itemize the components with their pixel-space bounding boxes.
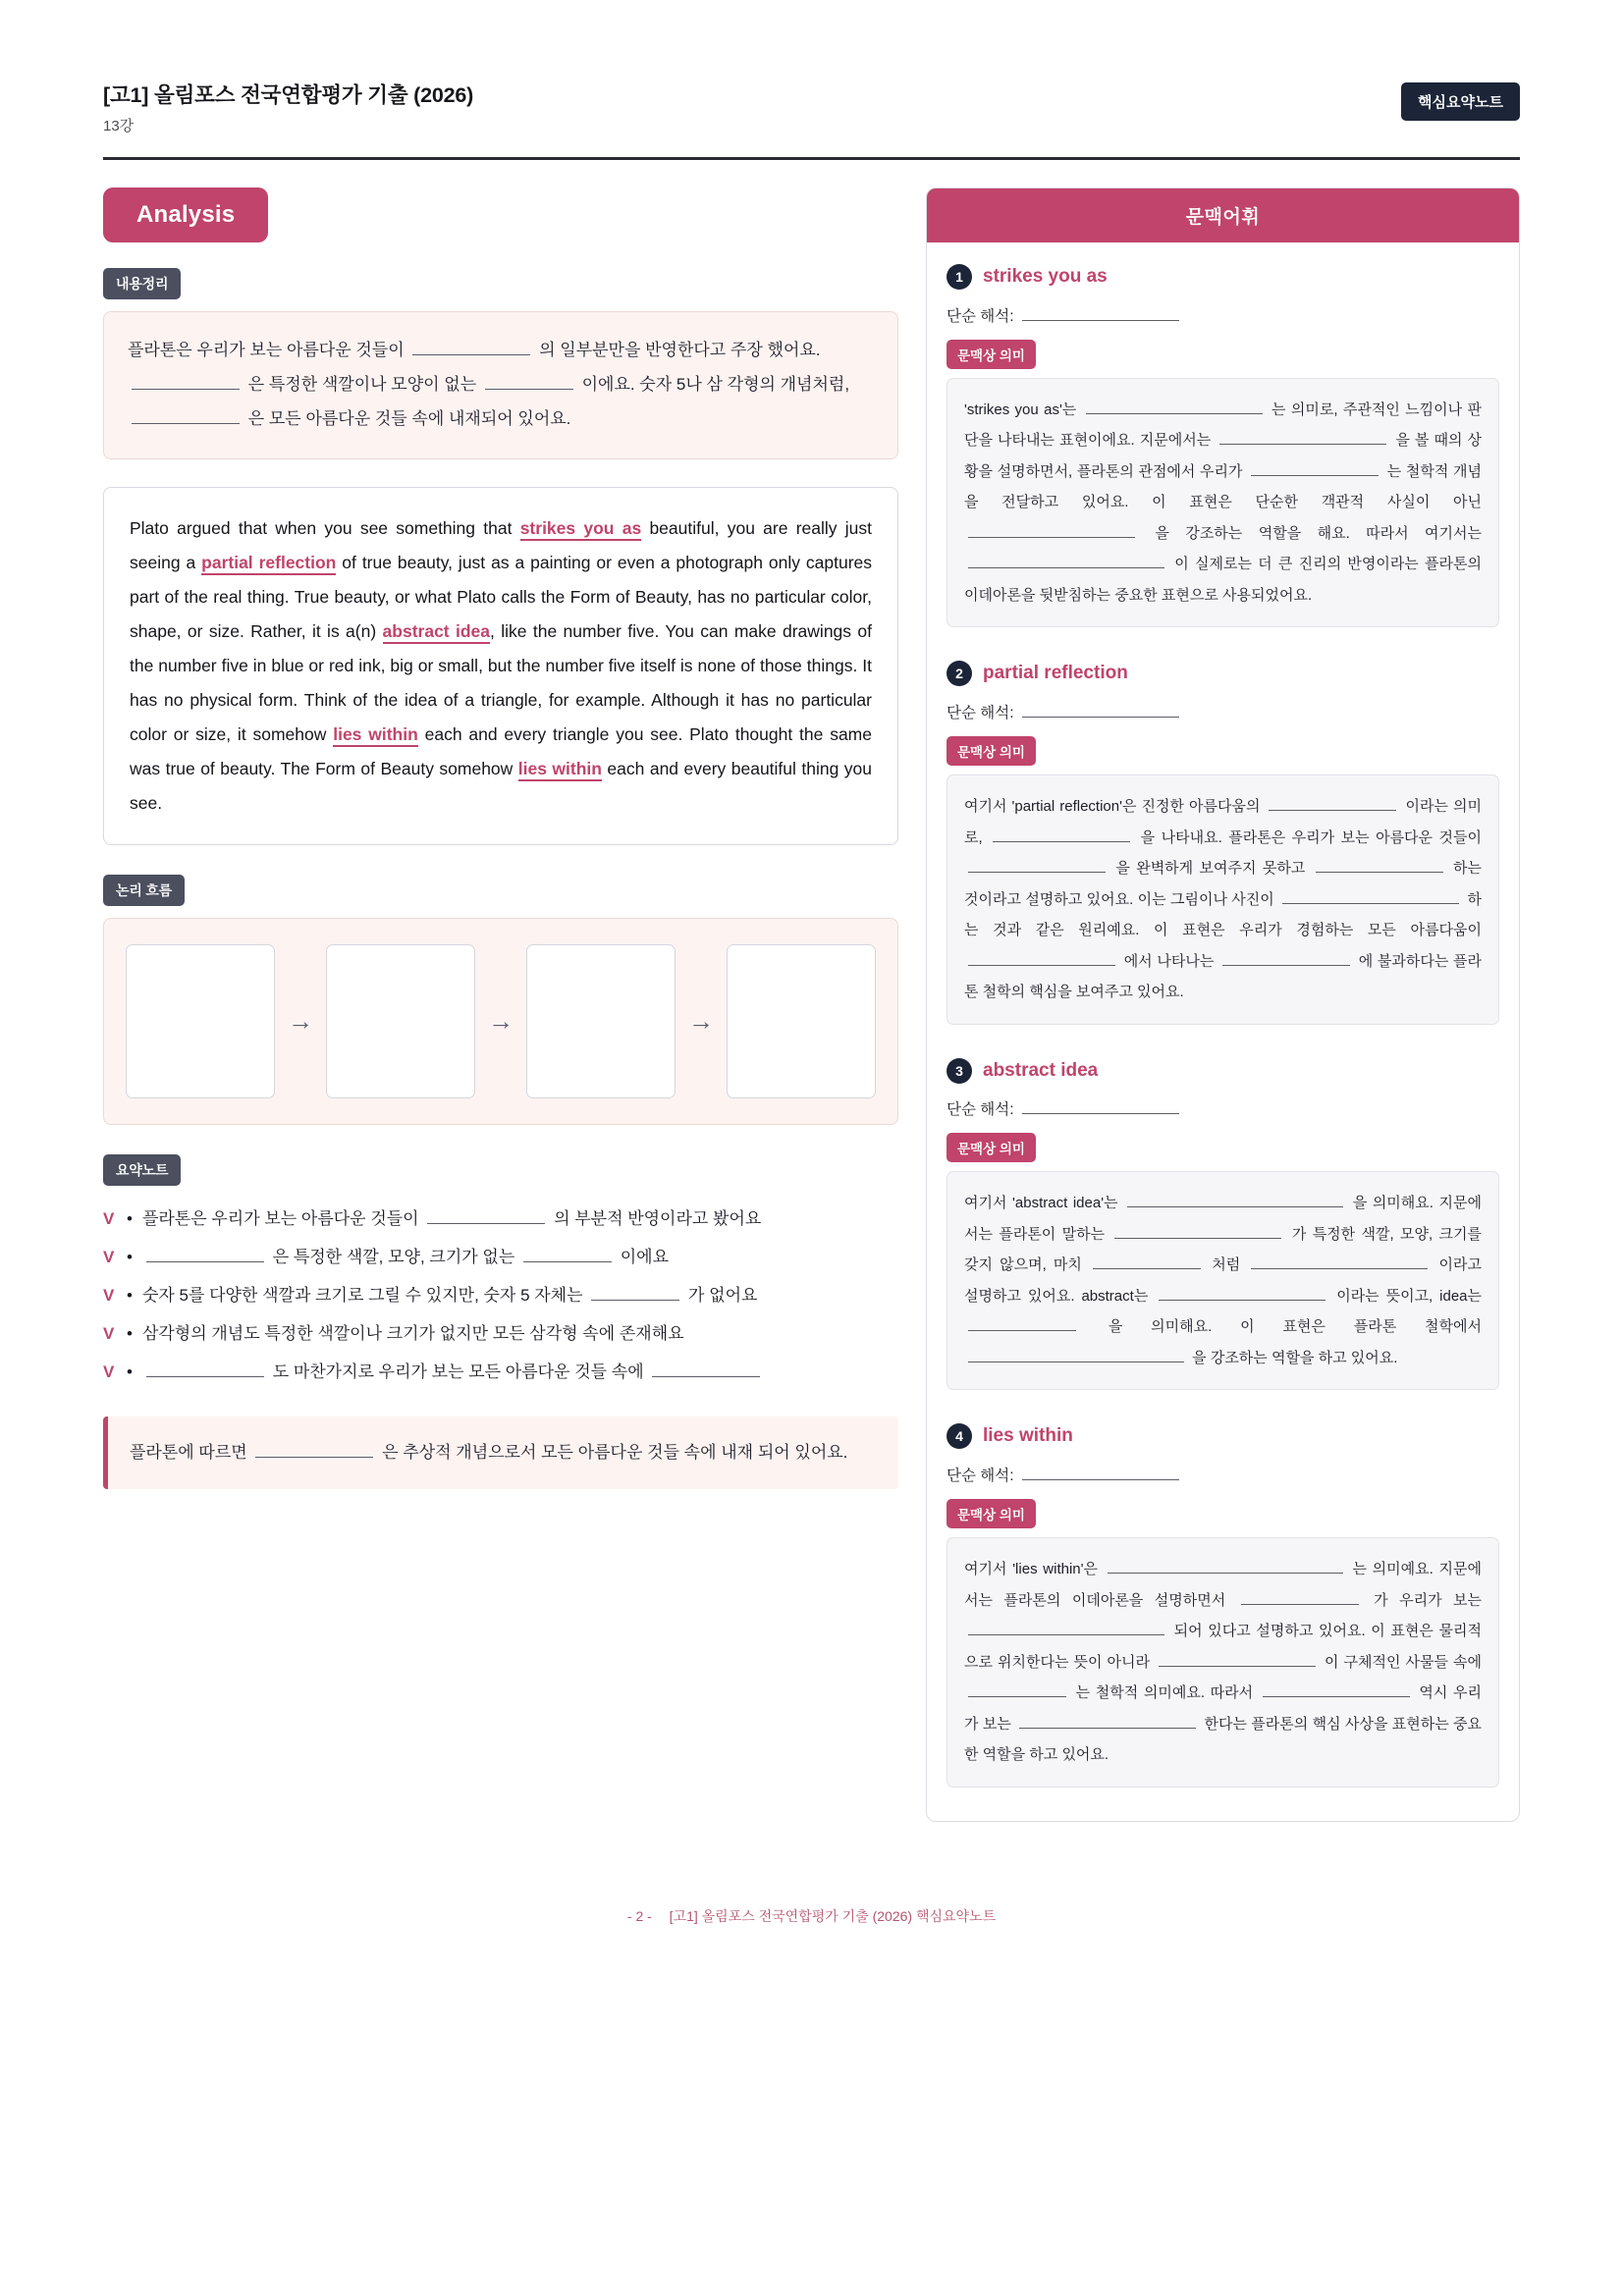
- conclusion-box: [103, 1416, 898, 1489]
- content-summary-text-6: 각형의 개념처럼,: [727, 374, 850, 394]
- vocab-title-row: [947, 1058, 1499, 1084]
- bullet-icon: •: [127, 1208, 133, 1228]
- blank-field[interactable]: [132, 369, 240, 390]
- entry-number-badge: 1: [947, 264, 972, 290]
- arrow-icon: →: [688, 1006, 714, 1037]
- blank-field[interactable]: [968, 855, 1106, 873]
- chip-summary-note: 요약노트: [103, 1154, 181, 1186]
- meaning-part-1: 여기서 'lies within'은: [964, 1561, 1098, 1578]
- check-mark-icon: V: [103, 1323, 115, 1343]
- blank-field[interactable]: [1219, 427, 1386, 445]
- note-text-a: 플라톤은 우리가 보는 아름다운 것들이: [141, 1208, 419, 1228]
- vocab-title-row: [947, 661, 1499, 686]
- context-meaning-chip-row: [947, 736, 1499, 766]
- passage-box: [103, 487, 898, 845]
- page-title: [고1] 올림포스 전국연합평가 기출 (2026): [103, 83, 474, 107]
- logic-flow-section: [103, 875, 898, 1125]
- list-item-text: 삼각형의 개념도 특정한 색깔이나 크기가 없지만 모든 삼각형 속에 존재해요: [141, 1323, 684, 1343]
- meaning-part-8: 을 강조하는 역할을 하고 있어요.: [1192, 1349, 1398, 1366]
- meaning-part-3: 가 특정한 색깔, 모양, 크기를 갖지 않으며, 마치: [964, 1225, 1482, 1274]
- blank-field[interactable]: [1251, 1252, 1428, 1269]
- meaning-part-8: 한다는 플라톤의 핵심 사상을 표현하는 중요한 역할을 하고 있어요.: [964, 1715, 1482, 1764]
- arrow-icon: →: [488, 1006, 514, 1037]
- simple-meaning-label: 단순 해석:: [947, 307, 1014, 325]
- blank-field[interactable]: [1222, 947, 1350, 965]
- vocab-entry-abstract-idea: [947, 1058, 1499, 1391]
- vocabulary-panel: [926, 187, 1520, 1822]
- keyword-partial-reflection: partial reflection: [201, 553, 336, 575]
- blank-field[interactable]: [1086, 397, 1263, 414]
- meaning-part-5: 이 구체적인 사물들 속에: [1325, 1653, 1483, 1671]
- note-text-c: 이에요: [620, 1247, 669, 1266]
- blank-field[interactable]: [1022, 1462, 1179, 1480]
- blank-field[interactable]: [1022, 302, 1179, 321]
- entry-number-badge: 3: [947, 1058, 972, 1084]
- blank-field[interactable]: [1022, 699, 1179, 718]
- meaning-part-6: 이라는 뜻이고, idea는: [1336, 1287, 1483, 1305]
- meaning-part-7: 에서 나타나는: [1123, 952, 1215, 970]
- meaning-part-4: 을 완벽하게 보여주지 못하고: [1115, 860, 1306, 878]
- bullet-icon: •: [127, 1323, 133, 1343]
- simple-meaning-label: 단순 해석:: [947, 1468, 1014, 1485]
- list-item-text: [142, 1202, 898, 1235]
- context-meaning-box: [947, 378, 1499, 628]
- meaning-part-2: 는 의미로, 주관적인 느낌이나 판단을 나타내는 표현이에요. 지문에서는: [964, 400, 1482, 450]
- vocabulary-panel-title: 문맥어휘: [927, 188, 1519, 242]
- blank-field[interactable]: [591, 1280, 679, 1301]
- note-text-b: 가 없어요: [688, 1285, 758, 1305]
- blank-field[interactable]: [1159, 1649, 1316, 1667]
- passage-text-2: beautiful, you are really just seeing a: [130, 517, 872, 572]
- blank-field[interactable]: [146, 1242, 264, 1262]
- blank-field[interactable]: [1019, 1711, 1196, 1729]
- logic-flow-diagram: [103, 918, 898, 1125]
- list-item: [103, 1200, 898, 1238]
- blank-field[interactable]: [968, 947, 1115, 965]
- vocab-word: strikes you as: [983, 266, 1108, 287]
- flow-box-3[interactable]: [526, 944, 676, 1098]
- blank-field[interactable]: [427, 1203, 545, 1224]
- vocab-word: partial reflection: [983, 663, 1128, 684]
- content-summary-text-2: 의 일부분만을 반영한다고 주장: [539, 341, 763, 359]
- blank-field[interactable]: [1263, 1680, 1410, 1697]
- vocab-entry-strikes-you-as: [947, 264, 1499, 627]
- passage-text-1: Plato argued that when you see something that: [130, 517, 520, 538]
- content-summary-text-5: 이에요. 숫자 5나 삼: [581, 374, 723, 394]
- conclusion-text-c: 되어 있어요.: [757, 1443, 848, 1463]
- entry-number-badge: 4: [947, 1423, 972, 1449]
- meaning-part-6: 하는 것과 같은 원리예요. 이 표현은 우리가 경험하는 모든 아름다움이: [964, 890, 1483, 939]
- flow-box-1[interactable]: [126, 944, 275, 1098]
- vocab-word: abstract idea: [983, 1059, 1099, 1081]
- chip-context-meaning: 문맥상 의미: [947, 736, 1036, 766]
- passage-text-4: , like the number five. You can make drawings of the number five in blue or red ink, big or small, but the number five itself is none of those things. It has no physical form. Think of the idea of a triangle, for example. Although it has no particular color or size, it somehow: [130, 620, 872, 744]
- meaning-part-7: 역시 우리가 보는: [964, 1684, 1482, 1733]
- meaning-part-2: 는 의미예요. 지문에서는 플라톤의 이데아론을 설명하면서: [964, 1561, 1483, 1609]
- note-text-b: 은 특정한 색깔, 모양, 크기가 없는: [272, 1247, 515, 1266]
- blank-field[interactable]: [652, 1358, 760, 1378]
- blank-field[interactable]: [523, 1242, 612, 1262]
- blank-field[interactable]: [485, 369, 573, 390]
- bullet-icon: •: [127, 1362, 133, 1382]
- flow-box-2[interactable]: [326, 944, 475, 1098]
- vocab-title-row: [947, 264, 1499, 290]
- blank-field[interactable]: [412, 335, 530, 355]
- blank-field[interactable]: [968, 1618, 1164, 1635]
- meaning-part-1: 여기서 'partial reflection'은 진정한 아름다움의: [964, 798, 1261, 816]
- page-number: - 2 -: [626, 1907, 652, 1924]
- passage-text-6: each and every beautiful thing you see.: [130, 758, 872, 813]
- meaning-part-2: 이라는 의미로,: [964, 798, 1482, 846]
- passage-text-5: each and every triangle you see. Plato thought the same was true of beauty. The Form of Beauty somehow: [130, 723, 872, 778]
- blank-field[interactable]: [1251, 458, 1379, 476]
- blank-field[interactable]: [146, 1358, 264, 1378]
- blank-field[interactable]: [1159, 1283, 1325, 1301]
- content-summary-text-4: 은 특정한 색깔이나 모양이 없는: [247, 374, 477, 394]
- blank-field[interactable]: [1269, 793, 1396, 811]
- flow-box-4[interactable]: [727, 944, 876, 1098]
- left-column: [103, 187, 898, 1489]
- entry-number-badge: 2: [947, 661, 972, 686]
- right-column: [926, 187, 1520, 1822]
- page-footer: [103, 1881, 1520, 1959]
- note-text-b: 도 마찬가지로 우리가 보는 모든 아름다운 것들 속에: [272, 1362, 644, 1382]
- meaning-part-4: 처럼: [1212, 1256, 1241, 1274]
- chip-content-summary: 내용정리: [103, 268, 181, 299]
- vocab-entry-partial-reflection: [947, 661, 1499, 1024]
- list-item-text: [142, 1279, 898, 1311]
- check-mark-icon: V: [103, 1285, 115, 1305]
- keyword-strikes-you-as: strikes you as: [520, 518, 642, 541]
- meaning-part-8: 에 불과하다는 플라톤 철학의 핵심을 보여주고 있어요.: [964, 952, 1482, 1001]
- blank-field[interactable]: [255, 1438, 373, 1459]
- blank-field[interactable]: [1114, 1221, 1281, 1239]
- document-header: [103, 79, 1520, 160]
- vocabulary-entries: [927, 242, 1519, 1821]
- content-section: [103, 268, 898, 459]
- content-summary-text-3: 했어요.: [767, 341, 821, 359]
- analysis-tab: Analysis: [103, 187, 268, 242]
- list-item-text: [142, 1241, 898, 1273]
- content-summary-text-1: 플라톤은 우리가 보는 아름다운 것들이: [128, 341, 405, 359]
- content-summary-text-7: 은 모든 아름다운 것들 속에 내재되어 있어요.: [247, 408, 571, 428]
- blank-field[interactable]: [968, 520, 1135, 538]
- chip-context-meaning: 문맥상 의미: [947, 340, 1036, 369]
- blank-field[interactable]: [993, 824, 1130, 841]
- vocab-entry-lies-within: [947, 1423, 1499, 1787]
- body-columns: [103, 187, 1520, 1822]
- blank-field[interactable]: [1093, 1252, 1201, 1269]
- list-item: [103, 1314, 898, 1353]
- context-meaning-chip-row: [947, 1133, 1499, 1162]
- chip-logic-flow: 논리 흐름: [103, 875, 185, 906]
- simple-meaning-row: [947, 1462, 1499, 1485]
- blank-field[interactable]: [1316, 855, 1443, 873]
- blank-field[interactable]: [1127, 1190, 1343, 1207]
- blank-field[interactable]: [1108, 1556, 1343, 1574]
- meaning-part-1: 'strikes you as'는: [964, 400, 1077, 418]
- check-mark-icon: V: [103, 1247, 115, 1266]
- context-meaning-box: [947, 1171, 1499, 1390]
- simple-meaning-label: 단순 해석:: [947, 705, 1014, 722]
- content-summary-box: [103, 311, 898, 459]
- blank-field[interactable]: [968, 551, 1164, 568]
- blank-field[interactable]: [968, 1313, 1076, 1331]
- meaning-part-1: 여기서 'abstract idea'는: [964, 1195, 1118, 1212]
- chip-context-meaning: 문맥상 의미: [947, 1133, 1036, 1162]
- note-text-b: 의 부분적 반영이라고 봤어요: [554, 1208, 762, 1228]
- context-meaning-chip-row: [947, 1499, 1499, 1528]
- check-mark-icon: V: [103, 1208, 115, 1228]
- meaning-part-2: 을 의미해요. 지문에서는 플라톤이 말하는: [964, 1195, 1482, 1243]
- blank-field[interactable]: [1282, 885, 1459, 903]
- blank-field[interactable]: [1022, 1096, 1179, 1115]
- list-item: [103, 1353, 898, 1391]
- meaning-part-3: 가 우리가 보는: [1374, 1591, 1483, 1609]
- passage-text-3: of true beauty, just as a painting or even a photograph only captures part of the real thing. True beauty, or what Plato calls the Form of Beauty, has no particular color, shape, or size. Rather, it is a(n): [130, 552, 873, 641]
- footer-text: [고1] 올림포스 전국연합평가 기출 (2026) 핵심요약노트: [669, 1907, 997, 1924]
- meaning-part-6: 이 실제로는 더 큰 진리의 반영이라는 플라톤의 이데아론을 뒷받침하는 중요한 표현으로 사용되었어요.: [964, 556, 1482, 604]
- meaning-part-5: 이라고 설명하고 있어요. abstract는: [964, 1256, 1482, 1305]
- meaning-part-3: 을 나타내요. 플라톤은 우리가 보는 아름다운 것들이: [1140, 828, 1482, 846]
- meaning-part-4: 는 철학적 개념을 전달하고 있어요. 이 표현은 단순한 객관적 사실이 아닌: [964, 462, 1482, 511]
- context-meaning-box: [947, 1537, 1499, 1788]
- meaning-part-5: 을 강조하는 역할을 해요. 따라서 여기서는: [1155, 524, 1482, 542]
- page-subtitle: 13강: [103, 118, 135, 134]
- simple-meaning-row: [947, 1096, 1499, 1120]
- list-item-text: [142, 1356, 898, 1388]
- keyword-lies-within-2: lies within: [518, 759, 602, 781]
- simple-meaning-row: [947, 699, 1499, 722]
- chip-context-meaning: 문맥상 의미: [947, 1499, 1036, 1528]
- keyword-abstract-idea: abstract idea: [383, 621, 490, 644]
- keyword-lies-within-1: lies within: [333, 724, 418, 747]
- summary-note-section: [103, 1154, 898, 1392]
- conclusion-text-a: 플라톤에 따르면: [130, 1443, 247, 1463]
- vocab-title-row: [947, 1423, 1499, 1449]
- blank-field[interactable]: [1241, 1587, 1359, 1605]
- arrow-icon: →: [288, 1006, 313, 1037]
- header-left: [103, 79, 473, 135]
- list-item: [103, 1276, 898, 1314]
- simple-meaning-row: [947, 302, 1499, 326]
- meaning-part-7: 을 의미해요. 이 표현은 플라톤 철학에서: [1108, 1318, 1482, 1336]
- vocab-word: lies within: [983, 1425, 1073, 1447]
- bullet-icon: •: [127, 1285, 133, 1305]
- context-meaning-chip-row: [947, 340, 1499, 369]
- list-item: [103, 1238, 898, 1276]
- summary-note-list: [103, 1200, 898, 1392]
- note-text-a: 숫자 5를 다양한 색깔과 크기로 그릴 수 있지만, 숫자 5 자체는: [141, 1285, 583, 1305]
- context-meaning-box: [947, 774, 1499, 1025]
- check-mark-icon: V: [103, 1362, 115, 1382]
- meaning-part-4: 되어 있다고 설명하고 있어요. 이 표현은 물리적으로 위치한다는 뜻이 아니라: [964, 1623, 1483, 1671]
- simple-meaning-label: 단순 해석:: [947, 1101, 1014, 1119]
- conclusion-text-b: 은 추상적 개념으로서 모든 아름다운 것들 속에 내재: [382, 1443, 754, 1463]
- blank-field[interactable]: [132, 403, 240, 424]
- status-badge: 핵심요약노트: [1401, 82, 1520, 121]
- meaning-part-3: 을 볼 때의 상황을 설명하면서, 플라톤의 관점에서 우리가: [964, 432, 1483, 480]
- meaning-part-5: 하는 것이라고 설명하고 있어요. 이는 그림이나 사진이: [964, 860, 1483, 908]
- blank-field[interactable]: [968, 1680, 1066, 1697]
- meaning-part-6: 는 철학적 의미예요. 따라서: [1075, 1684, 1254, 1702]
- blank-field[interactable]: [968, 1345, 1184, 1362]
- bullet-icon: •: [127, 1247, 133, 1266]
